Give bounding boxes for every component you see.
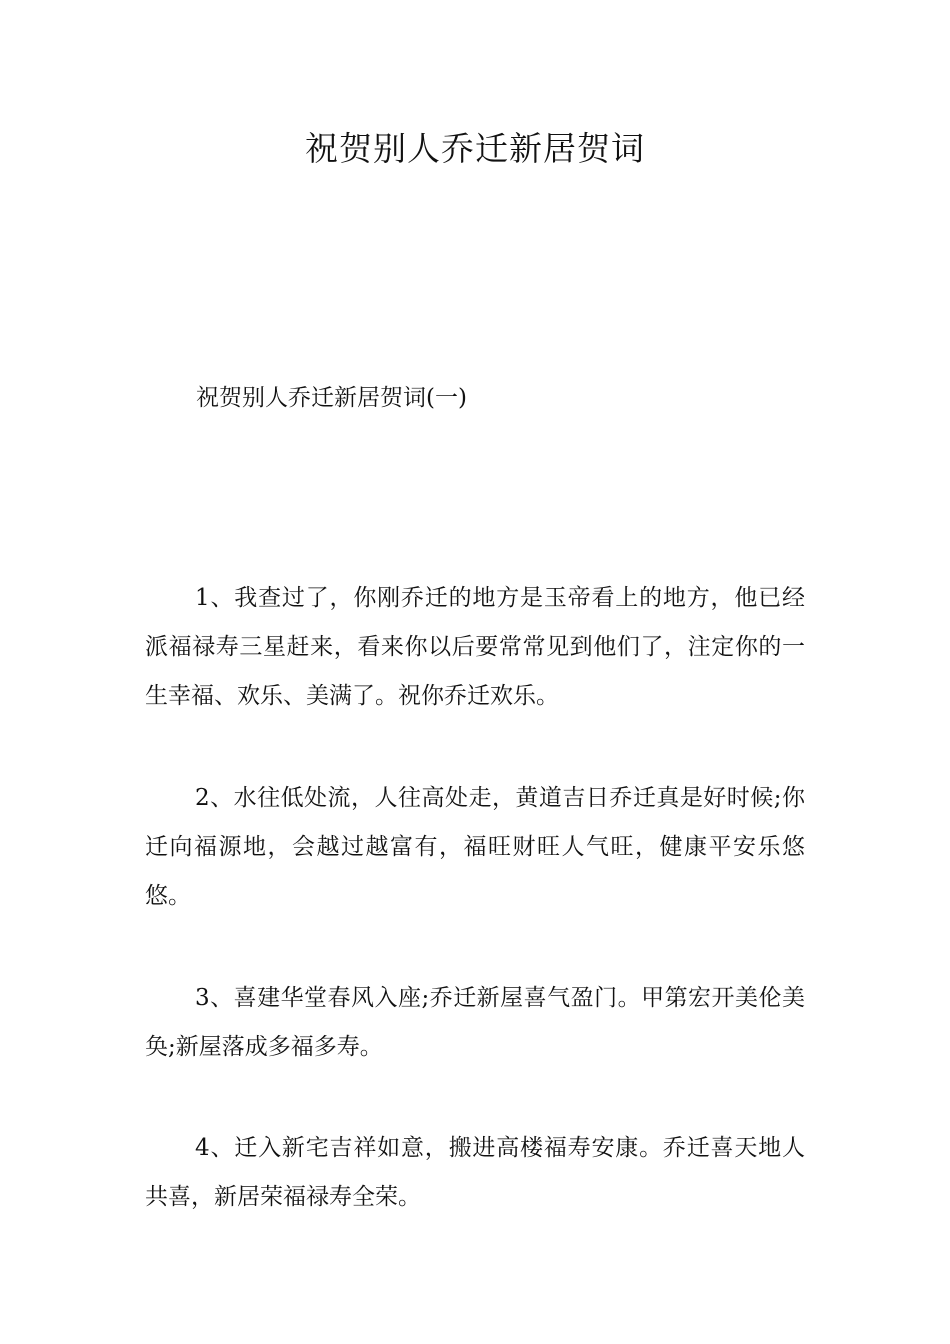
paragraph-2: 2、水往低处流，人往高处走，黄道吉日乔迁真是好时候;你迁向福源地，会越过越富有，福旺财旺人气旺，健康平安乐悠悠。 xyxy=(145,785,805,909)
document-title: 祝贺别人乔迁新居贺词 xyxy=(305,129,645,168)
section-heading: 祝贺别人乔迁新居贺词(一) xyxy=(196,385,467,411)
paragraph-4: 4、迁入新宅吉祥如意，搬进高楼福寿安康。乔迁喜天地人共喜，新居荣福禄寿全荣。 xyxy=(145,1135,805,1210)
paragraph-1: 1、我查过了，你刚乔迁的地方是玉帝看上的地方，他已经派福禄寿三星赶来，看来你以后要常常见到他们了，注定你的一生幸福、欢乐、美满了。祝你乔迁欢乐。 xyxy=(145,585,805,709)
paragraph-3: 3、喜建华堂春风入座;乔迁新屋喜气盈门。甲第宏开美伦美奂;新屋落成多福多寿。 xyxy=(145,985,805,1060)
